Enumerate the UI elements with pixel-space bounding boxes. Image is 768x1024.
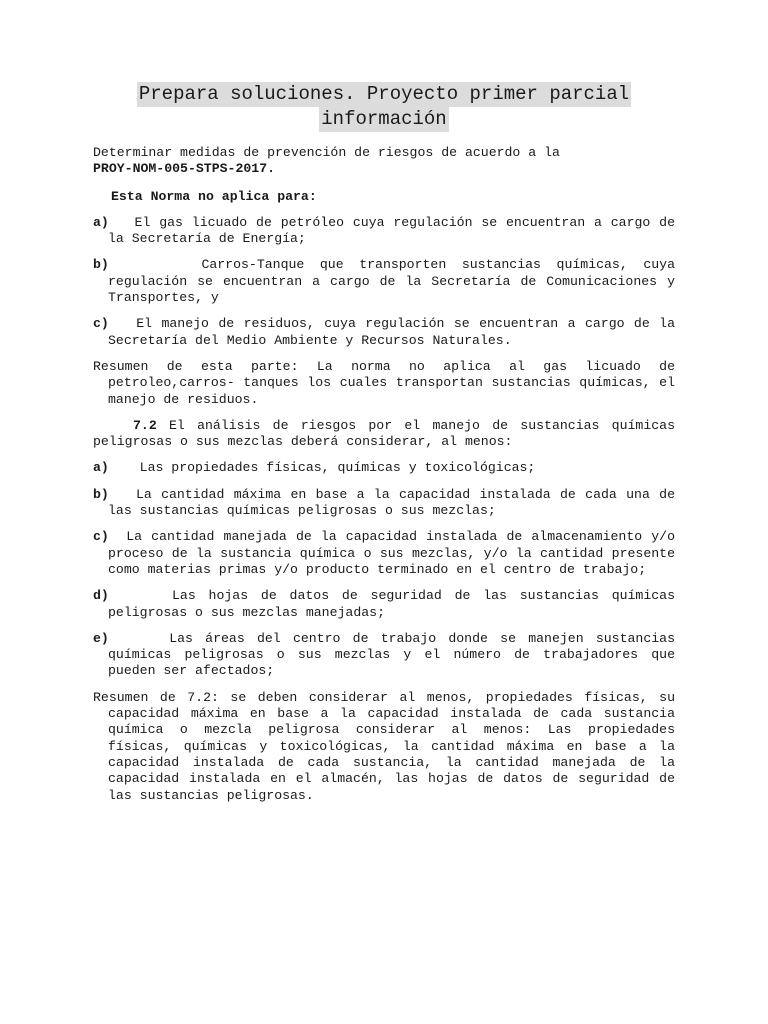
item-label: a)	[93, 214, 109, 230]
item-label: b)	[93, 486, 109, 502]
item-label: a)	[93, 460, 109, 476]
list-item	[93, 631, 675, 680]
document-page	[93, 82, 675, 814]
title-line-2: información	[321, 108, 447, 130]
list-item	[93, 316, 675, 349]
list-item	[93, 257, 675, 306]
document-title	[93, 82, 675, 132]
title-line-1: Prepara soluciones. Proyecto primer parcial	[138, 83, 630, 105]
item-text: Las propiedades físicas, químicas y toxicológicas;	[139, 460, 536, 476]
item-label: c)	[93, 316, 109, 332]
list-item	[93, 460, 675, 476]
item-label: b)	[93, 257, 109, 273]
section-7-2-summary: Resumen de 7.2: se deben considerar al menos, propiedades físicas, su capacidad máxima en base a la capacidad instalada de cada sustancia química o mezcla peligrosa considerar al menos: Las propiedades físicas, químicas y toxicológicas, la cantidad máxima en base a la capacidad instalada de cada sustancia, la cantidad manejada de la capacidad instalada en el almacén, las hojas de datos de seguridad de las sustancias peligrosas.	[93, 689, 675, 803]
list-item	[93, 529, 675, 578]
section-7-2-intro	[93, 418, 675, 451]
item-text: El gas licuado de petróleo cuya regulación se encuentran a cargo de la Secretaría de Energía;	[108, 214, 675, 247]
section-7-2-list	[93, 460, 675, 679]
section-number: 7.2	[133, 417, 157, 433]
intro-paragraph	[93, 145, 675, 178]
item-label: d)	[93, 588, 109, 604]
item-label: c)	[93, 529, 109, 545]
item-text: Carros-Tanque que transporten sustancias químicas, cuya regulación se encuentran a cargo de la Secretaría de Comunicaciones y Transportes, y	[108, 257, 675, 306]
not-applicable-summary: Resumen de esta parte: La norma no aplica al gas licuado de petroleo,carros- tanques los cuales transportan sustancias químicas, el manejo de residuos.	[93, 358, 675, 407]
intro-text: Determinar medidas de prevención de riesgos de acuerdo a la	[93, 145, 560, 160]
item-text: Las hojas de datos de seguridad de las sustancias químicas peligrosas o sus mezclas manejadas;	[108, 588, 676, 620]
list-item	[93, 487, 675, 520]
item-text: La cantidad máxima en base a la capacidad instalada de cada una de las sustancias químicas peligrosas o sus mezclas;	[108, 486, 675, 519]
norm-code: PROY-NOM-005-STPS-2017.	[93, 161, 276, 177]
list-item	[93, 215, 675, 248]
item-label: e)	[93, 630, 109, 646]
item-text: El manejo de residuos, cuya regulación se encuentran a cargo de la Secretaría del Medio Ambiente y Recursos Naturales.	[108, 316, 675, 348]
list-item	[93, 588, 675, 621]
item-text: La cantidad manejada de la capacidad instalada de almacenamiento y/o proceso de la sustancia química o sus mezclas, y/o la cantidad presente como materias primas y/o producto terminado en el centro de trabajo;	[108, 529, 676, 577]
item-text: Las áreas del centro de trabajo donde se manejen sustancias químicas peligrosas o sus mezclas y el número de trabajadores que pueden ser afectados;	[108, 630, 675, 679]
not-applicable-list	[93, 215, 675, 349]
section-text: El análisis de riesgos por el manejo de sustancias químicas peligrosas o sus mezclas deberá considerar, al menos:	[93, 417, 675, 450]
not-applicable-heading: Esta Norma no aplica para:	[111, 188, 317, 204]
